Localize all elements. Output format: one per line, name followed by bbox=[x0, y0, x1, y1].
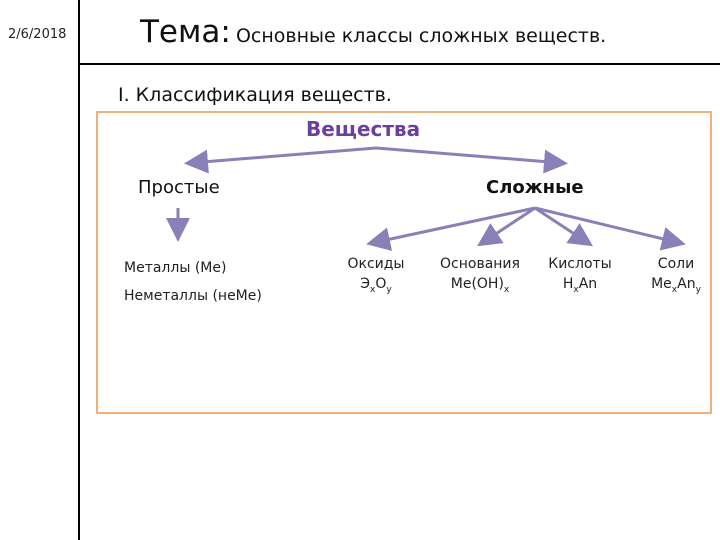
arrow-to-salts bbox=[535, 208, 680, 243]
title-prefix: Тема: bbox=[140, 14, 231, 50]
class-name: Оксиды bbox=[347, 256, 405, 272]
title-text: Основные классы сложных веществ. bbox=[235, 25, 607, 47]
class-name: Кислоты bbox=[548, 256, 612, 272]
class-formula: $Ме(ОН)_x$ bbox=[450, 276, 510, 295]
simple-substances-list bbox=[124, 254, 262, 310]
class-formula: $Ме_xAn_y$ bbox=[651, 276, 701, 295]
list-item-nonmetals: Неметаллы (неМе) bbox=[124, 288, 262, 304]
list-item-metals: Металлы (Ме) bbox=[124, 260, 227, 276]
class-salts bbox=[636, 254, 716, 300]
class-oxides bbox=[334, 254, 418, 300]
complex-node: Сложные bbox=[486, 177, 584, 198]
class-name: Основания bbox=[440, 256, 520, 272]
class-formula: $Э_xO_y$ bbox=[360, 276, 392, 295]
root-node: Вещества bbox=[306, 117, 421, 141]
arrow-to-simple bbox=[190, 148, 376, 163]
class-name: Соли bbox=[657, 256, 695, 272]
section-heading: I. Классификация веществ. bbox=[118, 84, 392, 106]
simple-node: Простые bbox=[138, 177, 220, 198]
class-acids bbox=[540, 254, 620, 300]
arrow-to-complex bbox=[376, 148, 562, 163]
class-bases bbox=[430, 254, 530, 300]
class-formula: $H_xAn$ bbox=[562, 276, 598, 295]
slide-date: 2/6/2018 bbox=[8, 27, 67, 42]
